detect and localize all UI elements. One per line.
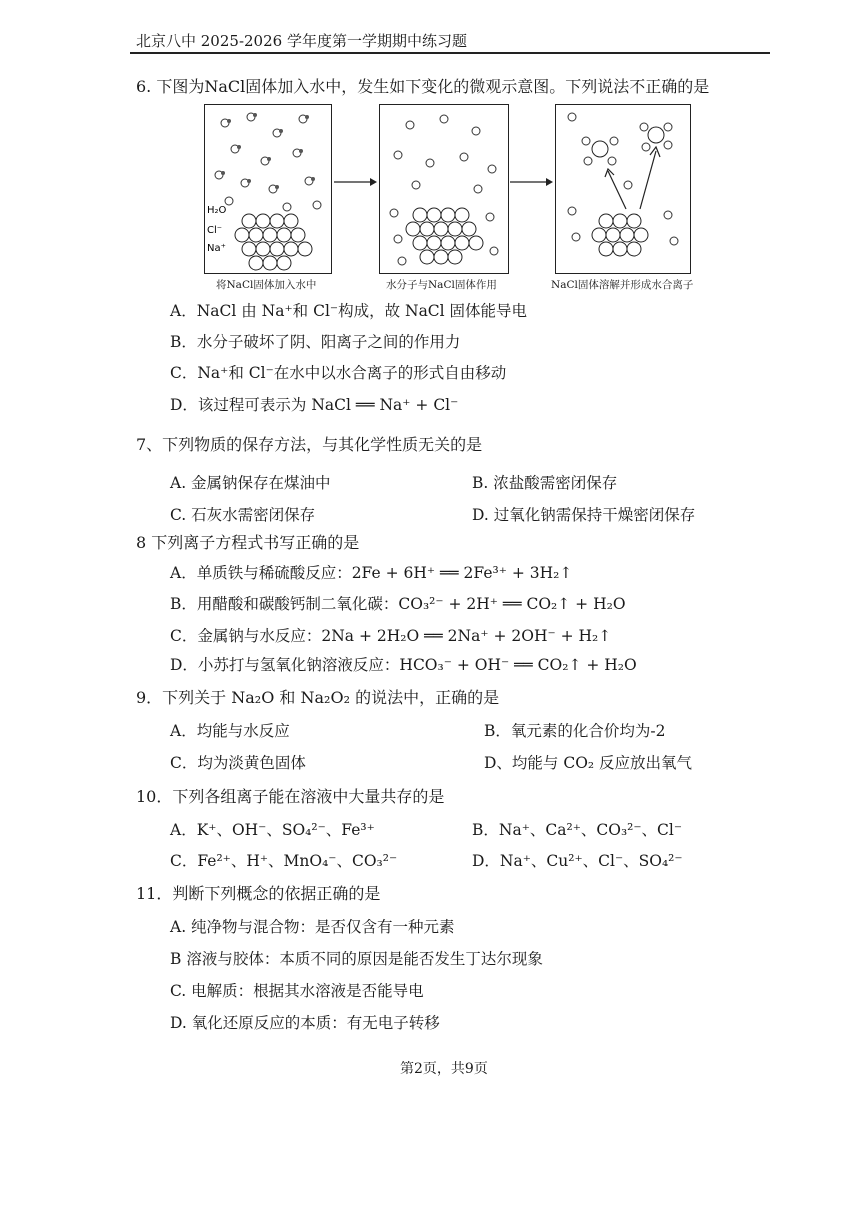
q9-option-c: C．均为淡黄色固体 (170, 754, 306, 772)
q11-stem: 11．判断下列概念的依据正确的是 (136, 884, 381, 903)
q7-stem: 7、下列物质的保存方法，与其化学性质无关的是 (136, 435, 483, 454)
q6-option-a: A．NaCl 由 Na⁺和 Cl⁻构成，故 NaCl 固体能导电 (170, 302, 528, 320)
q6-stem: 6. 下图为NaCl固体加入水中，发生如下变化的微观示意图。下列说法不正确的是 (136, 77, 710, 96)
q10-option-a: A．K⁺、OH⁻、SO₄²⁻、Fe³⁺ (170, 821, 375, 839)
q8-option-c: C．金属钠与水反应：2Na + 2H₂O ══ 2Na⁺ + 2OH⁻ + H₂↑ (170, 627, 612, 645)
q10-option-c: C．Fe²⁺、H⁺、MnO₄⁻、CO₃²⁻ (170, 852, 398, 870)
q9-option-a: A．均能与水反应 (170, 722, 290, 740)
panel-3-drawing (556, 105, 690, 273)
arrow-1-icon (332, 176, 378, 188)
label-cl: Cl⁻ (207, 225, 223, 236)
q11-option-d: D. 氧化还原反应的本质：有无电子转移 (170, 1014, 440, 1032)
label-h2o: H₂O (207, 205, 227, 216)
caption-2: 水分子与NaCl固体作用 (386, 279, 497, 291)
q8-stem: 8 下列离子方程式书写正确的是 (136, 533, 360, 552)
q6-option-c: C．Na⁺和 Cl⁻在水中以水合离子的形式自由移动 (170, 364, 507, 382)
q9-option-b: B．氧元素的化合价均为-2 (484, 722, 666, 740)
caption-1: 将NaCl固体加入水中 (216, 279, 317, 291)
q11-option-c: C. 电解质：根据其水溶液是否能导电 (170, 982, 424, 1000)
q7-option-b: B. 浓盐酸需密闭保存 (472, 474, 618, 492)
q9-stem: 9．下列关于 Na₂O 和 Na₂O₂ 的说法中，正确的是 (136, 688, 500, 707)
q10-option-d: D．Na⁺、Cu²⁺、Cl⁻、SO₄²⁻ (472, 852, 683, 870)
panel-1-drawing (205, 105, 331, 273)
q8-option-d: D．小苏打与氢氧化钠溶液反应：HCO₃⁻ + OH⁻ ══ CO₂↑ + H₂O (170, 656, 637, 674)
panel-3 (555, 104, 691, 274)
q8-option-b: B．用醋酸和碳酸钙制二氧化碳：CO₃²⁻ + 2H⁺ ══ CO₂↑ + H₂O (170, 595, 626, 613)
panel-2-drawing (380, 105, 508, 273)
q7-option-a: A. 金属钠保存在煤油中 (170, 474, 331, 492)
q7-option-d: D. 过氧化钠需保持干燥密闭保存 (472, 506, 696, 524)
q11-option-a: A. 纯净物与混合物：是否仅含有一种元素 (170, 918, 455, 936)
caption-3: NaCl固体溶解并形成水合离子 (551, 279, 694, 291)
panel-2 (379, 104, 509, 274)
q8-option-a: A．单质铁与稀硫酸反应：2Fe + 6H⁺ ══ 2Fe³⁺ + 3H₂↑ (170, 564, 573, 582)
q6-option-b: B．水分子破坏了阴、阳离子之间的作用力 (170, 333, 461, 351)
q10-stem: 10．下列各组离子能在溶液中大量共存的是 (136, 787, 445, 806)
header-rule (130, 52, 770, 54)
page-header: 北京八中 2025-2026 学年度第一学期期中练习题 (136, 32, 467, 50)
label-na: Na⁺ (207, 243, 226, 254)
q9-option-d: D、均能与 CO₂ 反应放出氧气 (484, 754, 693, 772)
page-footer: 第2页，共9页 (400, 1061, 488, 1077)
arrow-2-icon (508, 176, 554, 188)
q11-option-b: B 溶液与胶体：本质不同的原因是能否发生丁达尔现象 (170, 950, 543, 968)
q7-option-c: C. 石灰水需密闭保存 (170, 506, 316, 524)
q6-option-d: D．该过程可表示为 NaCl ══ Na⁺ + Cl⁻ (170, 396, 459, 414)
panel-1 (204, 104, 332, 274)
q10-option-b: B．Na⁺、Ca²⁺、CO₃²⁻、Cl⁻ (472, 821, 683, 839)
